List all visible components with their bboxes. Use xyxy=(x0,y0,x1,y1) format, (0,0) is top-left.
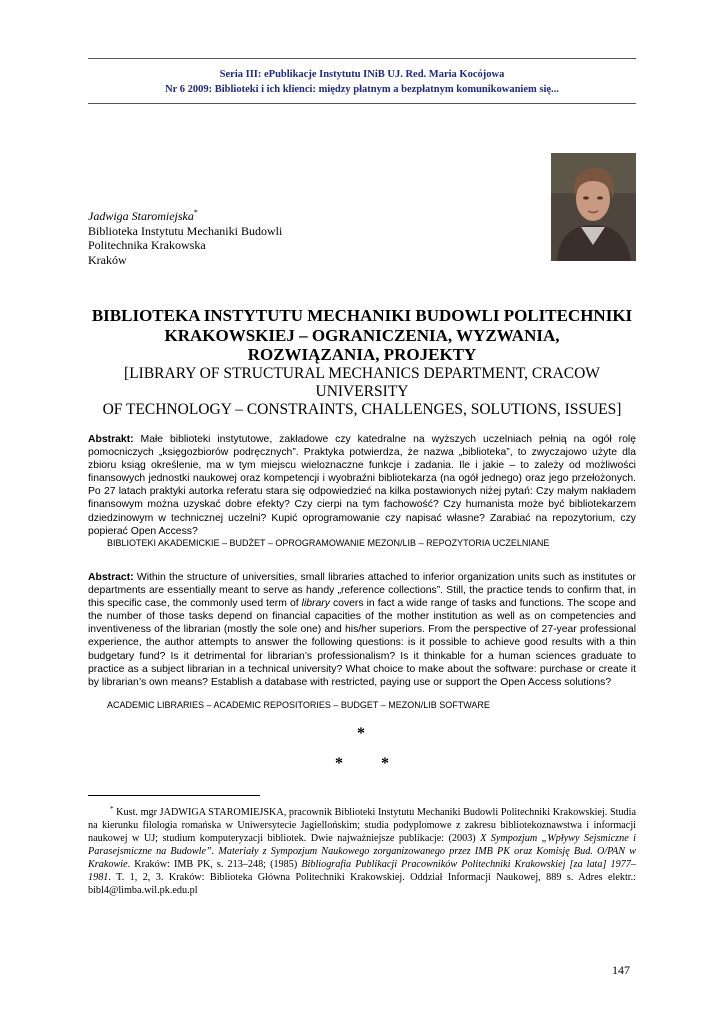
footnote-publication-title: Bibliografia Publikacji Pracowników Politechniki Krakowskiej [za lata] 1977–1981 xyxy=(88,859,636,883)
abstract-english xyxy=(88,571,636,689)
article-title xyxy=(88,306,636,419)
page-number: 147 xyxy=(612,963,630,977)
title-pl-line: KRAKOWSKIEJ – OGRANICZENIA, WYZWANIA, xyxy=(164,325,560,345)
title-en-line: OF TECHNOLOGY – CONSTRAINTS, CHALLENGES, SOLUTIONS, ISSUES] xyxy=(102,400,622,418)
author-institution: Politechnika Krakowska xyxy=(88,238,206,252)
author-footnote-marker: * xyxy=(193,208,198,217)
keywords-polish: BIBLIOTEKI AKADEMICKIE – BUDŻET – OPROGRAMOWANIE MEZON/LIB – REPOZYTORIA UCZELNIANE xyxy=(107,538,550,548)
footnote-marker: * xyxy=(110,805,114,813)
header-series-line: Seria III: ePublikacje Instytutu INiB UJ. Red. Maria Kocójowa xyxy=(219,69,505,80)
abstract-en-italic-term: library xyxy=(301,598,330,610)
author-affiliation: Biblioteka Instytutu Mechaniki Budowli xyxy=(88,223,283,238)
footnote-rule xyxy=(88,795,260,796)
author-name: Jadwiga Staromiejska xyxy=(88,209,194,223)
title-pl-line: ROZWIĄZANIA, PROJEKTY xyxy=(247,345,477,364)
footnote-text: . Kraków: IMB PK, s. 213–248; (1985) xyxy=(127,859,302,870)
title-en-line: [LIBRARY OF STRUCTURAL MECHANICS DEPARTMENT, CRACOW UNIVERSITY xyxy=(124,364,600,400)
author-photo xyxy=(551,153,636,261)
header-issue-line: Nr 6 2009: Biblioteki i ich klienci: między płatnym a bezpłatnym komunikowaniem się... xyxy=(165,84,559,95)
title-pl-line: BIBLIOTEKA INSTYTUTU MECHANIKI BUDOWLI POLITECHNIKI xyxy=(91,306,633,325)
abstract-en-text-cont: covers in fact a wide range of tasks and functions. The scope and the number of those tasks depend on financial capacities of the mother institution as well as on competencies and inventiveness of the librarian (mostly the sole one) and his/her superiors. From the perspective of 27-year professional experience, the author attempts to answer the following questions: is it possible to achieve good results with a thin budgetary fund? Is it detrimental for librarian’s professionalism? Is it thinkable for a human sciences graduate to practice as a subject librarian in a technical university? What choice to make about the software: purchase or create it by librarian’s own means? Establish a database with restricted, paying use or support the Open Access solutions? xyxy=(88,598,636,688)
footnote-publication-title: X Sympozjum „Wpływy Sejsmiczne i Parasejsmiczne na Budowle”. Materiały z Sympozjum Naukowego zorganizowanego przez IMB PK oraz Komisję Bud. O/PAN w Krakowie xyxy=(88,833,636,870)
running-header xyxy=(88,58,636,104)
footnote-text: Kust. mgr JADWIGA STAROMIEJSKA, pracownik Biblioteki Instytutu Mechaniki Budowli Politechniki Krakowskiej. Studia na kierunku filologia romańska w Uniwersytecie Jagiellońskim; studia podyplomowe z zakresu bibliotekoznawstwa i informacji naukowej w UJ; studium komputeryzacji bibliotek. Dwie najważniejsze publikacje: (2003) xyxy=(88,807,636,844)
footnote-text: . T. 1, 2, 3. Kraków: Biblioteka Główna Politechniki Krakowskiej. Oddział Informacji Naukowej, 889 s. Adres elektr.: bibl4@limba.wil.pk.edu.pl xyxy=(88,872,636,896)
abstract-pl-text: Małe biblioteki instytutowe, zakładowe czy katedralne na wyższych uczelniach pełnią na ogół rolę pomocniczych „księgozbiorów podręcznych”. Praktyka potwierdza, że nazwa „biblioteka”, to zwyczajowo użyte dla zbioru ksiąg określenie, ma w tym miejscu wieloznaczne funkcje i zadania. Ile i jakie – to zależy od możliwości finansowych jednostki naukowej oraz kompetencji i wyobraźni bibliotekarza (na ogół jednego) oraz jego przełożonych. Po 27 latach praktyki autorka referatu stara się odpowiedzieć na kilka postawionych niżej pytań: Czy małym nakładem finansowym można uzyskać dobre efekty? Czy cierpi na tym fachowość? Czy humanista może być bibliotekarzem dziedzinowym w technicznej uczelni? Kupić oprogramowanie czy napisać własne? Zarabiać na repozytorium, czy popierać Open Access? xyxy=(88,434,636,537)
asterism-star: * xyxy=(357,725,365,742)
keywords-english: ACADEMIC LIBRARIES – ACADEMIC REPOSITORIES – BUDGET – MEZON/LIB SOFTWARE xyxy=(107,700,490,710)
author-footnote xyxy=(88,803,636,897)
author-city: Kraków xyxy=(88,252,127,267)
abstract-polish xyxy=(88,433,636,538)
abstract-en-label: Abstract: xyxy=(88,572,134,583)
asterism-star: * xyxy=(381,755,389,772)
author-block xyxy=(88,206,282,267)
abstract-pl-label: Abstrakt: xyxy=(88,434,134,445)
abstract-en-text: Within the structure of universities, small libraries attached to inferior organization units such as institutes or departments are essentially meant to serve as handy „reference collections”. Still, the practice tends to confirm that, in this specific case, the commonly used term of xyxy=(88,572,636,610)
asterism-star: * xyxy=(335,755,343,772)
